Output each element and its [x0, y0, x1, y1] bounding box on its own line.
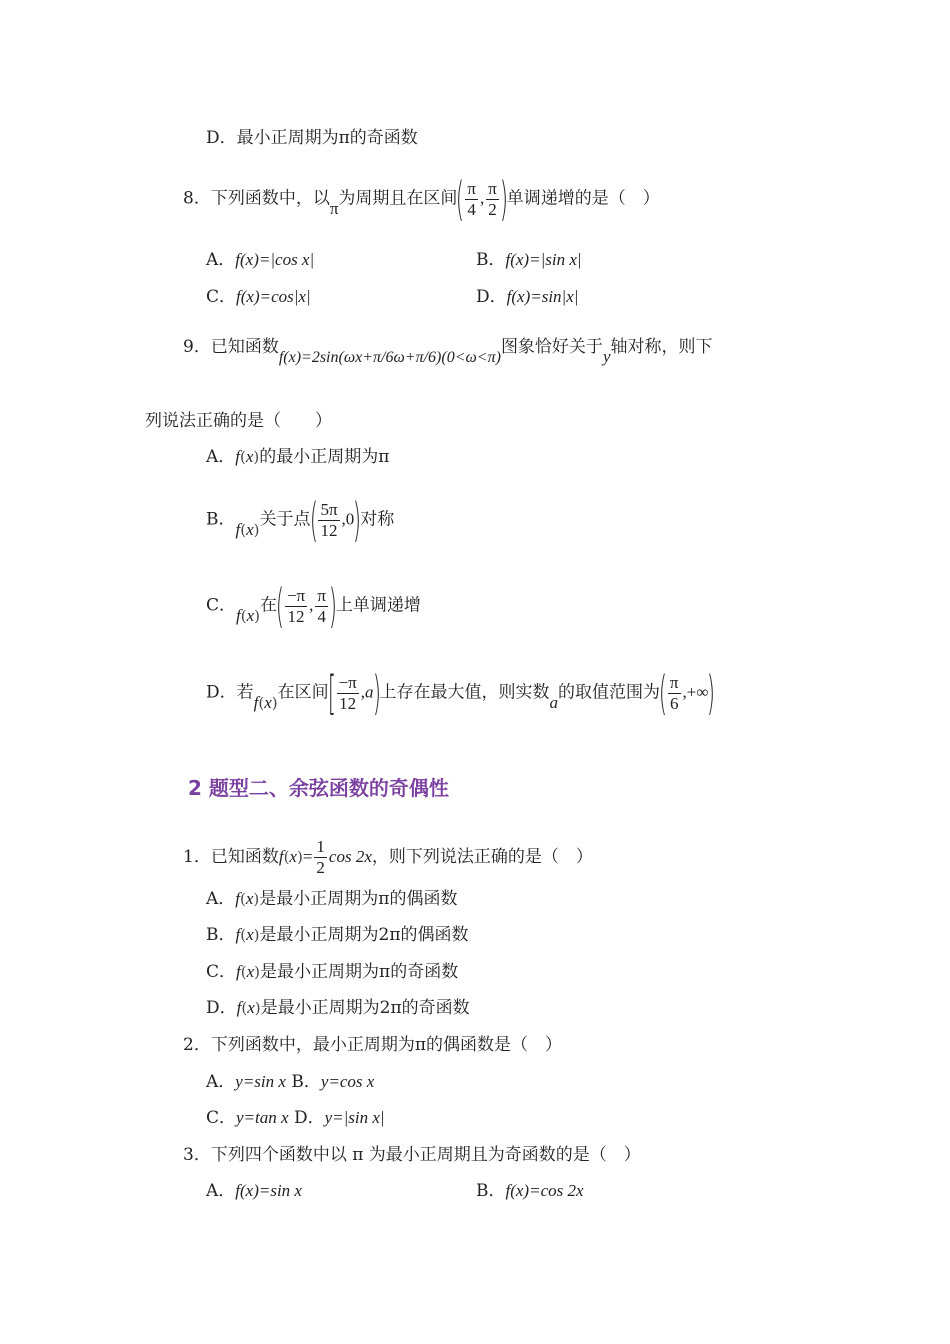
q8-frac-2: $\frac{\pi}{2}$	[488, 178, 497, 219]
q8-stem: 8．下列函数中，以π为周期且在区间( $\frac{\pi}{4}$ , $\frac{\pi}{2}$ )单调递增的是（ ）	[183, 172, 660, 226]
s2q1-stem: 1．已知函数f(x)= $\frac{1}{2}$ cos 2x，则下列说法正确的是（ ）	[183, 837, 593, 877]
s2q3-option-a: A．f(x)=sin x	[206, 1181, 302, 1201]
q7-option-d: D．最小正周期为π的奇函数	[206, 128, 418, 148]
q8-mid: 为周期且在区间	[338, 188, 458, 209]
q9-option-a: A．f(x)的最小正周期为π	[206, 447, 390, 467]
s2q1-option-c: C．f(x)是最小正周期为π的奇函数	[206, 962, 459, 982]
s2q2-stem: 2．下列函数中，最小正周期为π的偶函数是（ ）	[183, 1035, 562, 1055]
q9-option-d: D．若f(x)在区间[ $\frac{-\pi}{12}$ ,a)上存在最大值，则实数a的取值范围为( $\frac{\pi}{6}$ ,+∞)	[206, 666, 716, 720]
s2q3-option-b: B．f(x)=cos 2x	[476, 1181, 584, 1201]
q8-option-d: D．f(x)=sin|x|	[476, 287, 579, 307]
q8-suffix: 单调递增的是（ ）	[506, 188, 660, 209]
q9-stem: 9．已知函数f(x)=2sin(ωx+π/6ω+π/6)(0<ω<π)图象恰好关于y轴对称，则下	[183, 337, 713, 366]
s2q2-option-ab: A．y=sin x B．y=cos x	[206, 1072, 375, 1092]
s2q1-option-b: B．f(x)是最小正周期为2π的偶函数	[206, 925, 469, 945]
s2q1-option-a: A．f(x)是最小正周期为π的偶函数	[206, 889, 458, 909]
q8-option-b: B．f(x)=|sin x|	[476, 250, 582, 270]
q8-option-c: C．f(x)=cos|x|	[206, 287, 311, 307]
q8-rparen: )	[499, 172, 508, 226]
q8-lparen: (	[456, 172, 465, 226]
q9-option-c: C．f(x)在( $\frac{-\pi}{12}$ , $\frac{\pi}{4}$ )上单调递增	[206, 579, 421, 633]
q8-option-a: A．f(x)=|cos x|	[206, 250, 315, 270]
s2q3-stem: 3．下列四个函数中以 π 为最小正周期且为奇函数的是（ ）	[183, 1145, 641, 1165]
s2q2-option-cd: C．y=tan x D．y=|sin x|	[206, 1108, 385, 1128]
q9-stem-continued: 列说法正确的是（ ）	[145, 411, 332, 431]
q8-prefix: 8．下列函数中，以	[183, 188, 330, 209]
s2q1-option-d: D．f(x)是最小正周期为2π的奇函数	[206, 998, 470, 1018]
q9-option-b: B．f(x)关于点( $\frac{5\pi}{12}$ ,0)对称	[206, 493, 395, 547]
section-heading: 2 题型二、余弦函数的奇偶性	[188, 776, 449, 800]
q9-function: f(x)=2sin(ωx+π/6ω+π/6)(0<ω<π)	[278, 349, 501, 366]
q8-pi: π	[329, 198, 339, 218]
q8-frac-1: $\frac{\pi}{4}$	[467, 178, 476, 219]
